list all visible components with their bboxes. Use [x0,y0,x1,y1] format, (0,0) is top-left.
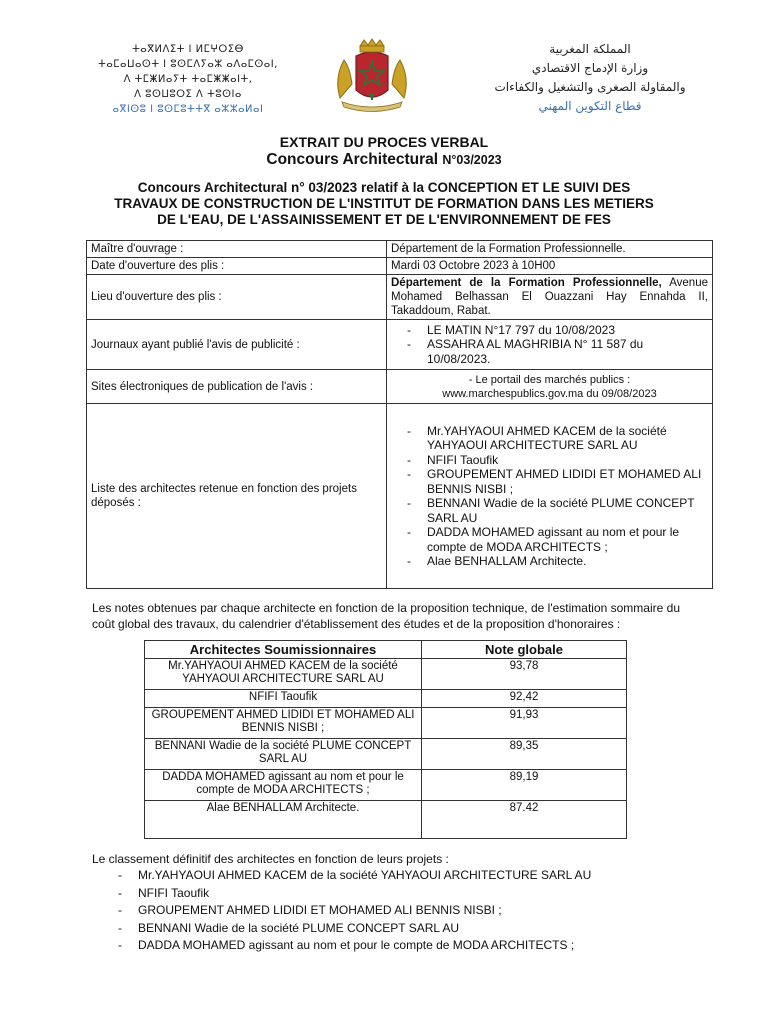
info-label: Journaux ayant publié l'avis de publicité : [87,320,387,370]
notes-intro: Les notes obtenues par chaque architecte en fonction de la proposition technique, de l'estimation sommaire du coût global des travaux, du calendrier d'établissement des études et de la proposition d'honoraires : [92,601,680,631]
list-item: - GROUPEMENT AHMED LIDIDI ET MOHAMED ALI BENNIS NISBI ; [391,467,708,496]
info-value [387,370,713,404]
lieu-bold: Département de la Formation Professionnelle, [391,277,662,289]
header-tifinagh [78,42,298,117]
architect-cell: BENNANI Wadie de la société PLUME CONCEPT SARL AU [145,739,422,770]
note-cell: 87.42 [422,801,627,839]
info-row [87,320,713,370]
table-row [145,690,627,708]
list-item: - ASSAHRA AL MAGHRIBIA N° 11 587 du 10/08/2023. [391,337,708,366]
doc-title: EXTRAIT DU PROCES VERBAL [279,134,489,150]
table-row [145,708,627,739]
list-item: - Mr.YAHYAOUI AHMED KACEM de la société YAHYAOUI ARCHITECTURE SARL AU [100,867,700,885]
doc-subject: Concours Architectural n° 03/2023 relatif à la CONCEPTION ET LE SUIVI DES TRAVAUX DE CONSTRUCTION DE L'INSTITUT DE FORMATION DANS LES METIERS DE L'EAU, DE L'ASSAINISSEMENT ET DE L'ENVIRONNEMENT DE FES [114,180,654,227]
list-item: - Mr.YAHYAOUI AHMED KACEM de la société YAHYAOUI ARCHITECTURE SARL AU [391,424,708,453]
classement-intro: Le classement définitif des architectes en fonction de leurs projets : [92,852,449,866]
table-row [145,739,627,770]
architect-cell: DADDA MOHAMED agissant au nom et pour le compte de MODA ARCHITECTS ; [145,770,422,801]
tifinagh-sub: ⴰⴳⵏⵙⵓ ⵏ ⵓⵙⵎⵓⵜⵜⴳ ⴰⵣⵣⴰⵍⴰⵏ [112,104,264,115]
arabic-line: المملكة المغربية [549,42,631,56]
note-cell: 89,19 [422,770,627,801]
list-item: - Alae BENHALLAM Architecte. [391,554,708,569]
architect-cell: NFIFI Taoufik [145,690,422,708]
arabic-line: وزارة الإدماج الاقتصادي [531,61,649,75]
architect-cell: GROUPEMENT AHMED LIDIDI ET MOHAMED ALI BENNIS NISBI ; [145,708,422,739]
list-item: - DADDA MOHAMED agissant au nom et pour le compte de MODA ARCHITECTS ; [391,525,708,554]
list-item: - BENNANI Wadie de la société PLUME CONCEPT SARL AU [100,920,700,938]
info-row [87,370,713,404]
header-arabic [470,40,710,116]
info-value [387,275,713,320]
list-item: - GROUPEMENT AHMED LIDIDI ET MOHAMED ALI BENNIS NISBI ; [100,902,700,920]
column-header: Note globale [422,641,627,659]
note-cell: 93,78 [422,659,627,690]
architect-cell: Mr.YAHYAOUI AHMED KACEM de la société YAHYAOUI ARCHITECTURE SARL AU [145,659,422,690]
classement-list [100,867,700,955]
list-item: - BENNANI Wadie de la société PLUME CONCEPT SARL AU [391,496,708,525]
info-label: Maître d'ouvrage : [87,241,387,258]
tifinagh-line: ⴷ ⵓⵙⵡⵓⵔⵉ ⴷ ⵜⵓⵙⵏⴰ [134,89,242,100]
tifinagh-line: ⴷ ⵜⵎⵥⵍⴰⵢⵜ ⵜⴰⵎⵥⵥⴰⵏⵜ, [123,74,253,85]
list-item: - DADDA MOHAMED agissant au nom et pour le compte de MODA ARCHITECTS ; [100,937,700,955]
list-item: - LE MATIN N°17 797 du 10/08/2023 [391,323,708,338]
note-cell: 89,35 [422,739,627,770]
table-row [145,770,627,801]
list-item: - NFIFI Taoufik [391,453,708,468]
table-row [145,659,627,690]
column-header: Architectes Soumissionnaires [145,641,422,659]
info-row [87,404,713,589]
info-row [87,258,713,275]
architect-cell: Alae BENHALLAM Architecte. [145,801,422,839]
tifinagh-line: ⵜⴰⴳⵍⴷⵉⵜ ⵏ ⵍⵎⵖⵔⵉⴱ [132,44,244,55]
info-value: Département de la Formation Professionnelle. [387,241,713,258]
subtitle-main: Concours Architectural [266,151,443,168]
sites-line: www.marchespublics.gov.ma du 09/08/2023 [442,387,657,400]
arabic-line: والمقاولة الصغرى والتشغيل والكفاءات [494,80,686,94]
info-value [387,404,713,589]
info-value [387,320,713,370]
info-row [87,241,713,258]
note-cell: 92,42 [422,690,627,708]
info-label: Date d'ouverture des plis : [87,258,387,275]
doc-subtitle [0,151,768,169]
info-label: Sites électroniques de publication de l'avis : [87,370,387,404]
list-item: - NFIFI Taoufik [100,885,700,903]
info-label: Liste des architectes retenue en fonction des projets déposés : [87,404,387,589]
tifinagh-line: ⵜⴰⵎⴰⵡⴰⵙⵜ ⵏ ⵓⵙⵎⴷⵢⴰⵣ ⴰⴷⴰⵎⵙⴰⵏ, [98,59,278,70]
lieu-rest: Avenue Mohamed Belhassan El Ouazzani Hay Ennahda II, Takaddoum, Rabat. [391,277,708,317]
note-cell: 91,93 [422,708,627,739]
subtitle-number: N°03/2023 [442,153,502,167]
info-row [87,275,713,320]
royal-emblem-icon [330,38,414,112]
info-value: Mardi 03 Octobre 2023 à 10H00 [387,258,713,275]
info-table [86,240,713,589]
table-header-row [145,641,627,659]
info-label: Lieu d'ouverture des plis : [87,275,387,320]
arabic-sub: قطاع التكوين المهني [538,99,642,113]
notes-table [144,640,627,839]
table-row [145,801,627,839]
sites-line: - Le portail des marchés publics : [468,373,631,386]
